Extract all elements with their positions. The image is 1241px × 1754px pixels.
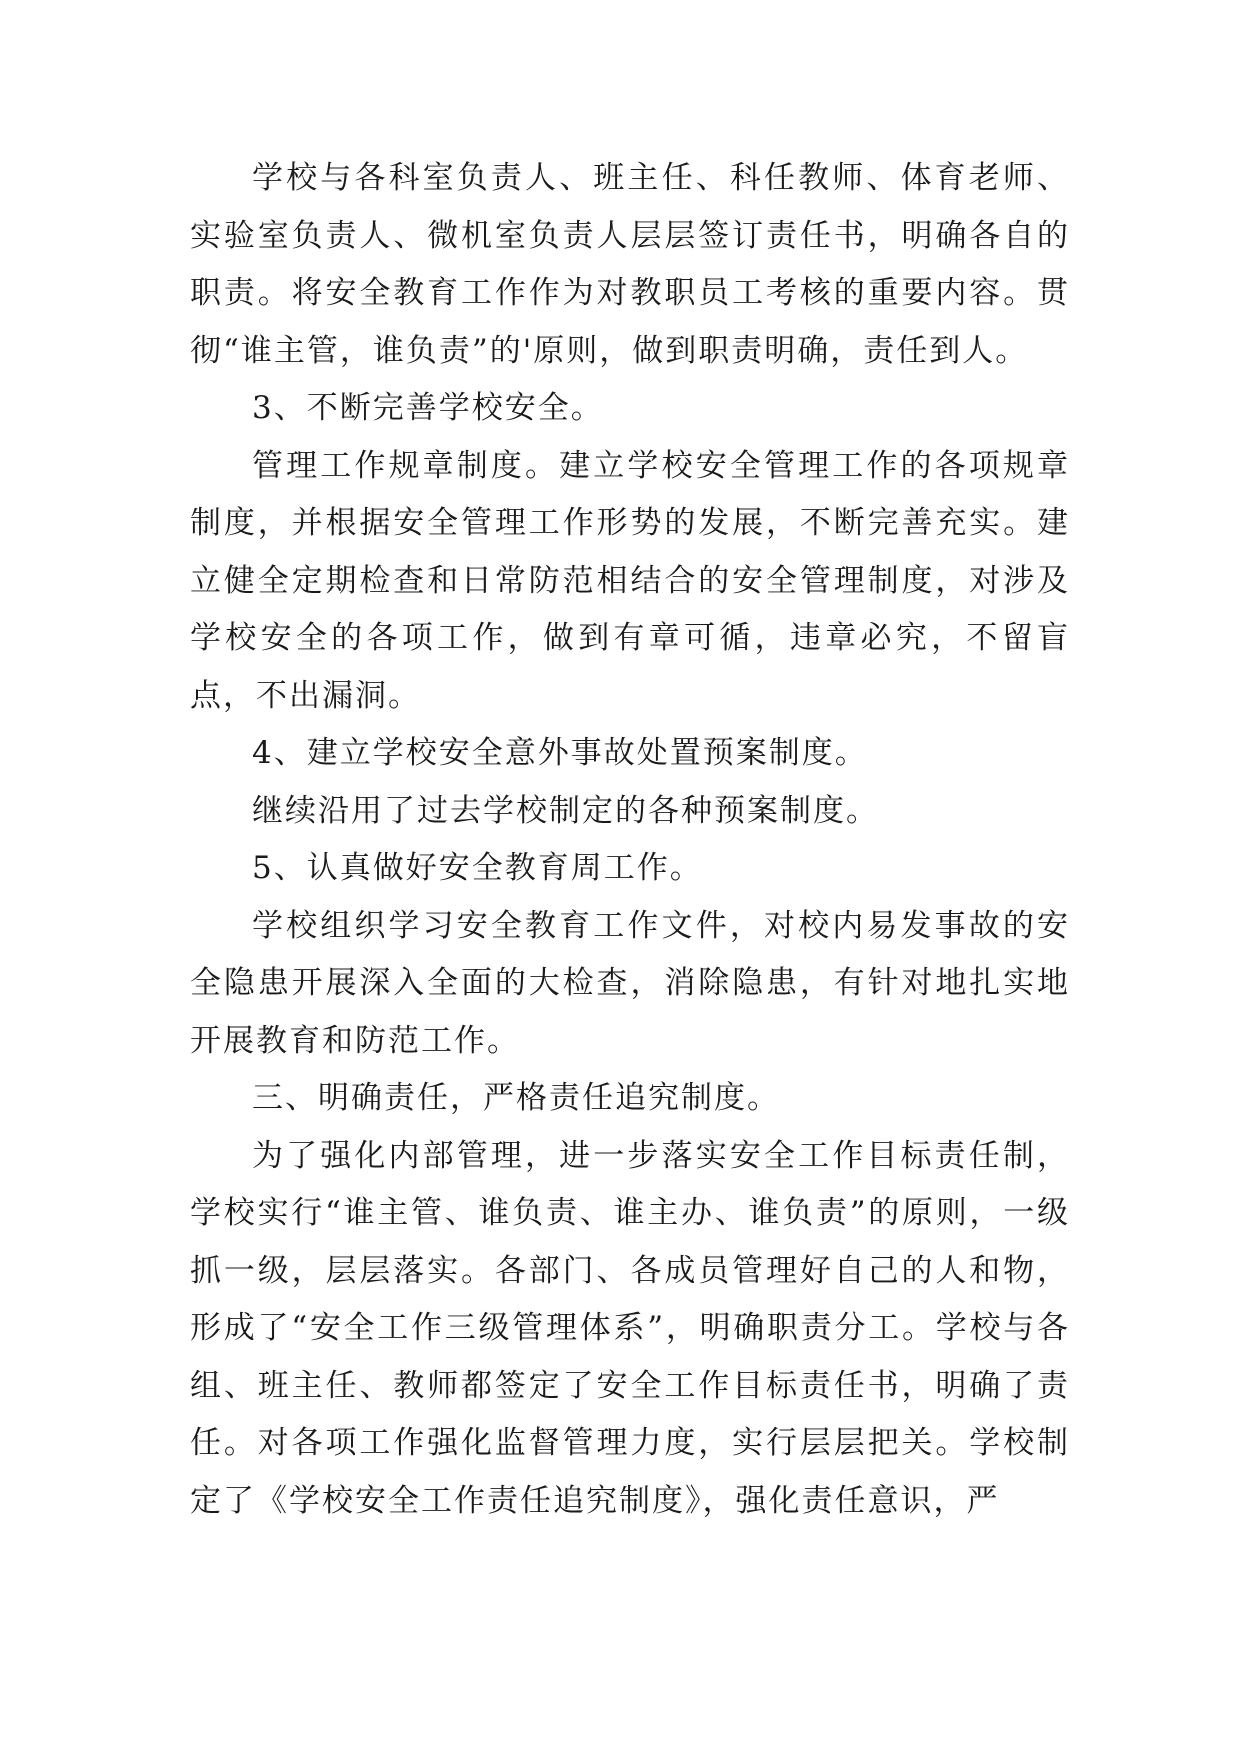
paragraph: 继续沿用了过去学校制定的各种预案制度。 bbox=[252, 792, 879, 829]
section-item: 4、建立学校安全意外事故处置预案制度。 bbox=[252, 735, 868, 771]
paragraph: 学校与各科室负责人、班主任、科任教师、体育老师、实验室负责人、微机室负责人层层签订责任书，明确各自的职责。将安全教育工作作为对教职员工考核的重要内容。贯彻“谁主管，谁负责”的'原则，做到职责明确，责任到人。 bbox=[190, 160, 1070, 369]
section-item: 3、不断完善学校安全。 bbox=[252, 390, 604, 426]
document-body bbox=[190, 150, 1070, 1530]
paragraph: 管理工作规章制度。建立学校安全管理工作的各项规章制度，并根据安全管理工作形势的发展，不断完善充实。建立健全定期检查和日常防范相结合的安全管理制度，对涉及学校安全的各项工作，做到有章可循，违章必究，不留盲点，不出漏洞。 bbox=[190, 447, 1070, 714]
paragraph: 学校组织学习安全教育工作文件，对校内易发事故的安全隐患开展深入全面的大检查，消除隐患，有针对地扎实地开展教育和防范工作。 bbox=[190, 907, 1070, 1059]
section-heading: 三、明确责任，严格责任追究制度。 bbox=[252, 1080, 780, 1116]
section-item: 5、认真做好安全教育周工作。 bbox=[252, 850, 703, 886]
paragraph: 为了强化内部管理，进一步落实安全工作目标责任制，学校实行“谁主管、谁负责、谁主办、谁负责”的原则，一级抓一级，层层落实。各部门、各成员管理好自己的人和物，形成了“安全工作三级管理体系”，明确职责分工。学校与各组、班主任、教师都签定了安全工作目标责任书，明确了责任。对各项工作强化监督管理力度，实行层层把关。学校制定了《学校安全工作责任追究制度》，强化责任意识，严 bbox=[190, 1137, 1070, 1519]
